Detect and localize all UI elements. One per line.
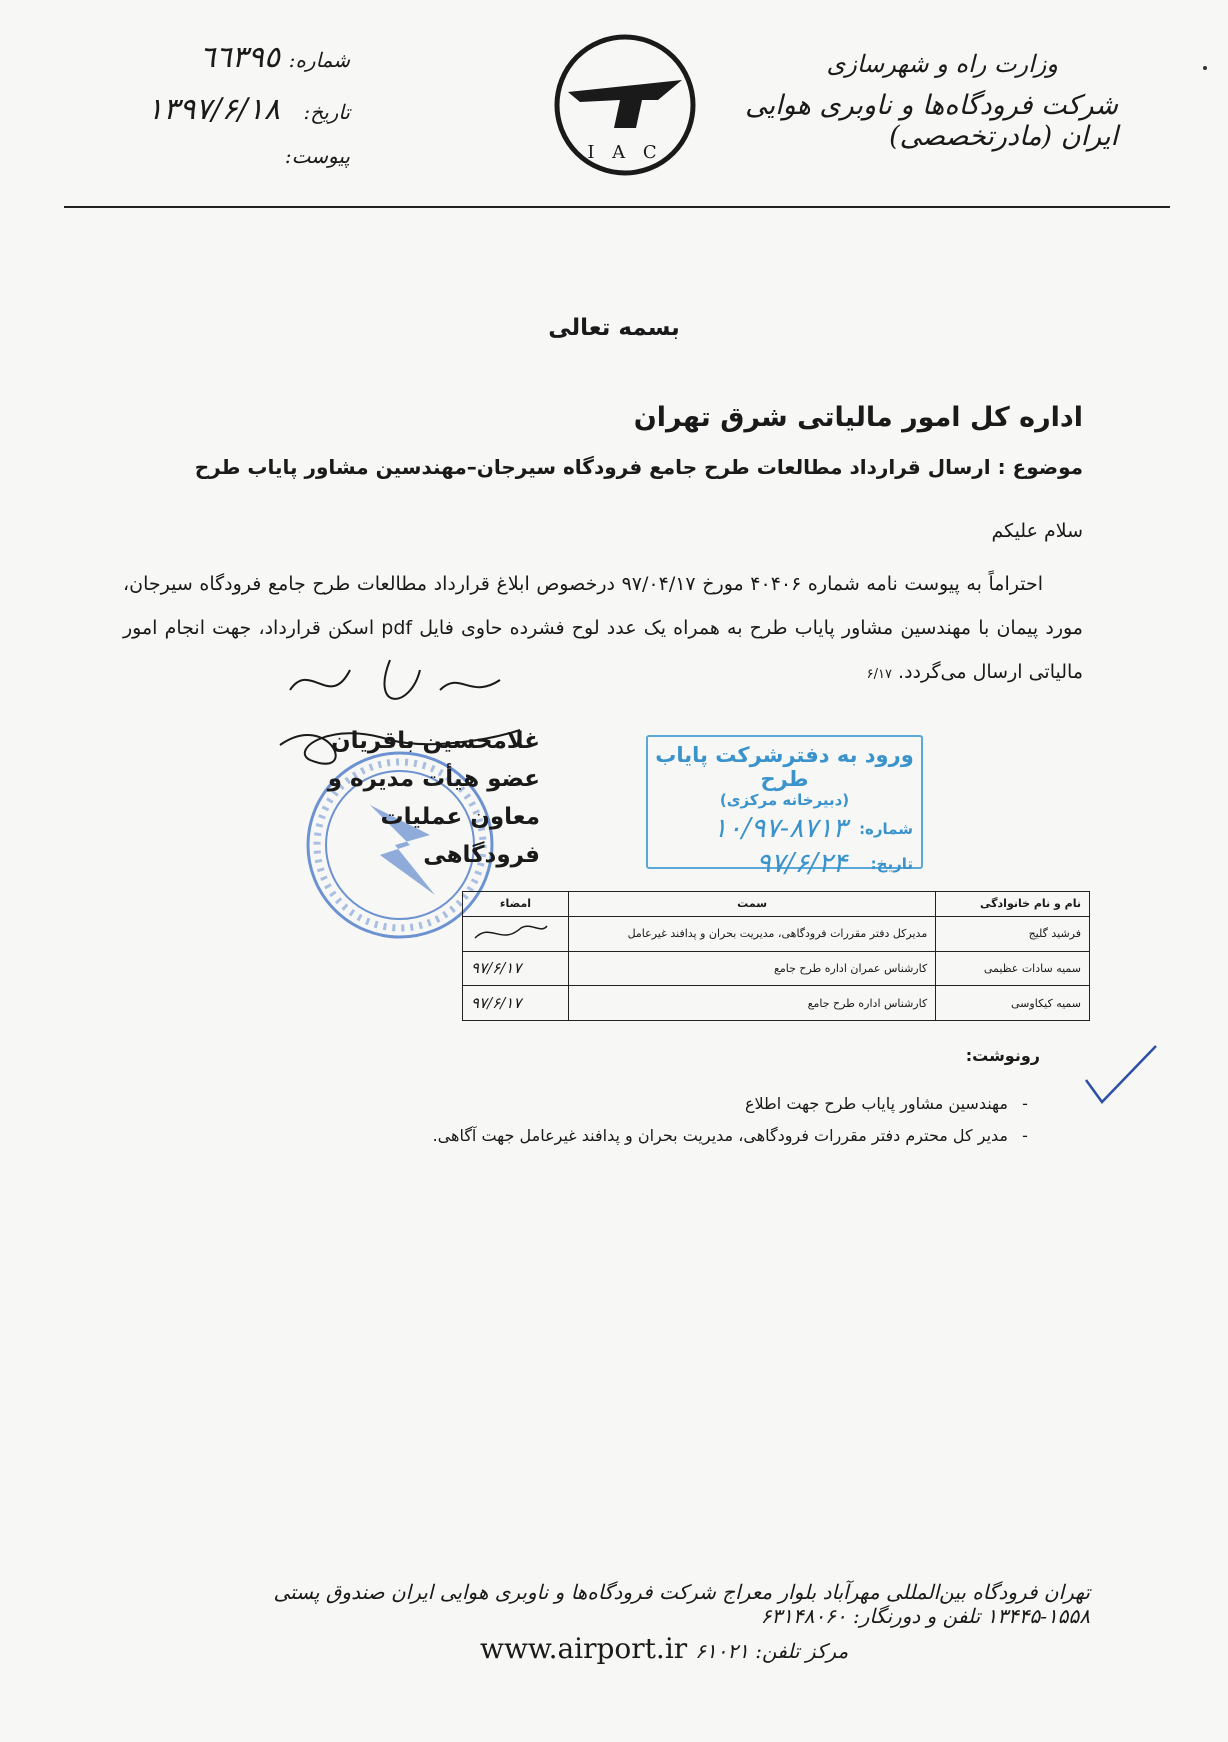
meta-attachment-row (110, 144, 350, 196)
table-header-row (463, 892, 1090, 917)
meta-number-value: ٦٦٣٩٥ (199, 40, 280, 75)
ministry-name: وزارت راه و شهرسازی (826, 50, 1058, 78)
footer-website: www.airport.ir (480, 1632, 688, 1665)
received-stamp-title: ورود به دفترشرکت پایاب طرح (655, 743, 914, 791)
received-number-label: شماره: (859, 819, 913, 838)
invocation: بسمه تعالی (548, 315, 680, 341)
row-name: سمیه کیکاوسی (936, 986, 1090, 1021)
signer-block (300, 722, 540, 874)
row-name: فرشید گلیج (936, 916, 1090, 951)
header-name: نام و نام خانوادگی (936, 892, 1090, 917)
list-item (142, 1120, 1042, 1152)
table-row (463, 986, 1090, 1021)
received-date-value: ۹۷/۶/۲۴ (756, 848, 847, 879)
row-signature-date: ۹۷/۶/۱۷ (463, 986, 569, 1021)
header-divider (64, 206, 1170, 208)
signer-title-2: معاون عملیات فرودگاهی (380, 804, 540, 868)
organization-header (698, 50, 1118, 152)
cc-item-text: مدیر کل محترم دفتر مقررات فرودگاهی، مدیریت بحران و پدافند غیرعامل جهت آگاهی. (432, 1126, 1008, 1145)
row-signature-date: ۹۷/۶/۱۷ (463, 951, 569, 986)
checkmark-icon (1080, 1040, 1160, 1110)
received-number-row (648, 813, 921, 844)
logo-text: I A C (587, 142, 663, 163)
cc-item-text: مهندسین مشاور پایاب طرح جهت اطلاع (744, 1094, 1008, 1113)
meta-attachment-label: پیوست: (284, 144, 350, 168)
footer-address: تهران فرودگاه بین‌المللی مهرآباد بلوار معراج شرکت فرودگاه‌ها و ناوبری هوایی ایران صندوق پستی ۱۵۵۸-۱۳۴۴۵ تلفن و دورنگار: ۶۳۱۴۸۰۶۰ (273, 1580, 1090, 1628)
footer-phone: مرکز تلفن: ۶۱۰۲۱ (695, 1639, 849, 1663)
cc-label: رونوشت: (965, 1046, 1040, 1065)
recipient: اداره کل امور مالیاتی شرق تهران (633, 402, 1083, 433)
greeting: سلام علیکم (991, 520, 1083, 542)
footer-contact (480, 1632, 848, 1665)
received-stamp-subtitle: (دبیرخانه مرکزی) (719, 791, 850, 809)
corner-dot (1203, 66, 1207, 70)
received-stamp (646, 735, 923, 879)
list-item (142, 1088, 1042, 1120)
letter-meta (110, 40, 350, 196)
meta-date-value: ۱۳۹۷/۶/۱۸ (146, 92, 280, 127)
received-number-value: ۱۰/۹۷-۸۷۱۳ (712, 813, 847, 844)
signer-name: غلامحسین باقریان (330, 728, 540, 754)
cc-list (142, 1088, 1042, 1152)
meta-date-row (110, 92, 350, 144)
row-role: کارشناس عمران اداره طرح جامع (568, 951, 935, 986)
list-dash: - (1022, 1126, 1028, 1145)
signature-mark (471, 920, 551, 944)
meta-number-label: شماره: (288, 48, 350, 72)
body-paragraph: احتراماً به پیوست نامه شماره ۴۰۴۰۶ مورخ ۹۷/۰۴/۱۷ درخصوص ابلاغ قرارداد مطالعات طرح جامع فرودگاه سیرجان، مورد پیمان با مهندسین مشاور پایاب طرح به همراه یک عدد لوح فشرده حاوی فایل pdf اسکن قرارداد، جهت انجام امور مالیاتی ارسال می‌گردد. (123, 573, 1083, 683)
row-signature (463, 916, 569, 951)
header-sign: امضاء (463, 892, 569, 917)
row-role: کارشناس اداره طرح جامع (568, 986, 935, 1021)
company-name: شرکت فرودگاه‌ها و ناوبری هوایی ایران (مادرتخصصی) (745, 90, 1118, 152)
received-date-label: تاریخ: (870, 854, 913, 873)
table-row (463, 916, 1090, 951)
approval-table (462, 891, 1090, 1021)
subject: موضوع : ارسال قرارداد مطالعات طرح جامع فرودگاه سیرجان–مهندسین مشاور پایاب طرح (194, 455, 1083, 479)
list-dash: - (1022, 1094, 1028, 1113)
meta-date-label: تاریخ: (303, 100, 350, 124)
letter-body (123, 562, 1083, 697)
row-role: مدیرکل دفتر مقررات فرودگاهی، مدیریت بحران و پدافند غیرعامل (568, 916, 935, 951)
iac-logo (550, 30, 700, 180)
signer-title-1: عضو هیأت مدیره و (327, 766, 540, 792)
table-row (463, 951, 1090, 986)
header-role: سمت (568, 892, 935, 917)
meta-number-row (110, 40, 350, 92)
row-name: سمیه سادات عظیمی (936, 951, 1090, 986)
received-date-row (648, 848, 921, 879)
body-handwritten-mark: ۶/۱۷ (866, 667, 892, 682)
